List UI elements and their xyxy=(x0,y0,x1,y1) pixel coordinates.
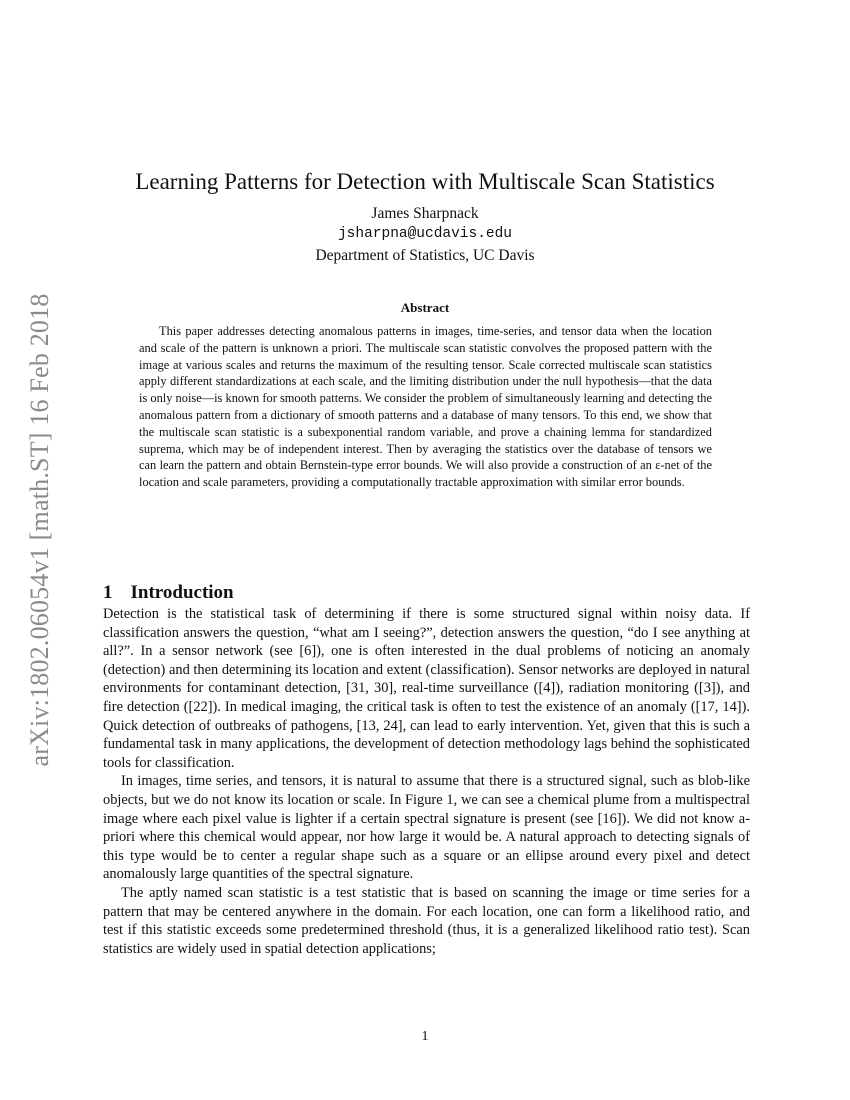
author-email[interactable]: jsharpna@ucdavis.edu xyxy=(337,226,513,242)
section-heading xyxy=(103,582,234,604)
paper-title: Learning Patterns for Detection with Multiscale Scan Statistics xyxy=(135,169,715,195)
arxiv-sidebar xyxy=(20,280,60,780)
author-affiliation: Department of Statistics, UC Davis xyxy=(315,247,535,264)
abstract-text: This paper addresses detecting anomalous patterns in images, time-series, and tensor data when the location and scale of the pattern is unknown a priori. The multiscale scan statistic convolves the proposed pattern with the image at various scales and returns the maximum of the resulting tensor. Scale corrected multiscale scan statistics apply different standardizations at each scale, and the limiting distribution under the null hypothesis—that the data is only noise—is known for smooth patterns. We consider the problem of simultaneously learning and detecting the anomalous pattern from a dictionary of smooth patterns and a database of many tensors. To this end, we show that the multiscale scan statistic is a subexponential random variable, and prove a chaining lemma for standardized suprema, which may be of independent interest. Then by averaging the statistics over the database of tensors we can learn the pattern and obtain Bernstein-type error bounds. We will also provide a construction of an ε-net of the location and scale parameters, providing a computationally tractable approximation with similar error bounds. xyxy=(139,324,712,490)
section-body xyxy=(103,605,750,958)
paragraph: In images, time series, and tensors, it is natural to assume that there is a structured signal, such as blob-like objects, but we do not know its location or scale. In Figure 1, we can see a chemical plume from a multispectral image where each pixel value is lighter if a certain spectral signature is present (see [16]). We did not know a-priori where this chemical would appear, nor how large it would be. A natural approach to detecting signals of this type would be to center a regular shape such as a square or an ellipse around every pixel and detect anomalously large quantities of the spectral signature. xyxy=(103,773,750,883)
author-block xyxy=(0,203,850,266)
paragraph: Detection is the statistical task of determining if there is some structured signal within noisy data. If classification answers the question, “what am I seeing?”, detection answers the question, “do I see anything at all?”. In a sensor network (see [6]), one is often interested in the dual problems of noticing an anomaly (detection) and then determining its location and extent (classification). Sensor networks are deployed in natural environments for contaminant detection, [31, 30], real-time surveillance ([4]), radiation monitoring ([3]), and fire detection ([22]). In medical imaging, the critical task is often to test the existence of an anomaly ([17, 14]). Quick detection of outbreaks of pathogens, [13, 24], can lead to early intervention. Yet, given that this is such a fundamental task in many applications, the development of detection methodology lags behind the sophisticated tools for classification. xyxy=(103,606,750,771)
author-name: James Sharpnack xyxy=(371,205,479,222)
section-title: Introduction xyxy=(130,581,234,603)
arxiv-identifier: arXiv:1802.06054v1 [math.ST] 16 Feb 2018 xyxy=(25,293,54,767)
page-number: 1 xyxy=(421,1029,429,1044)
paragraph: The aptly named scan statistic is a test statistic that is based on scanning the image or time series for a pattern that may be centered anywhere in the domain. For each location, one can form a likelihood ratio, and test if this statistic exceeds some predetermined threshold (thus, it is a generalized likelihood ratio test). Scan statistics are widely used in spatial detection applications; xyxy=(103,884,750,957)
abstract-heading: Abstract xyxy=(400,300,450,315)
section-number: 1 xyxy=(103,581,113,603)
